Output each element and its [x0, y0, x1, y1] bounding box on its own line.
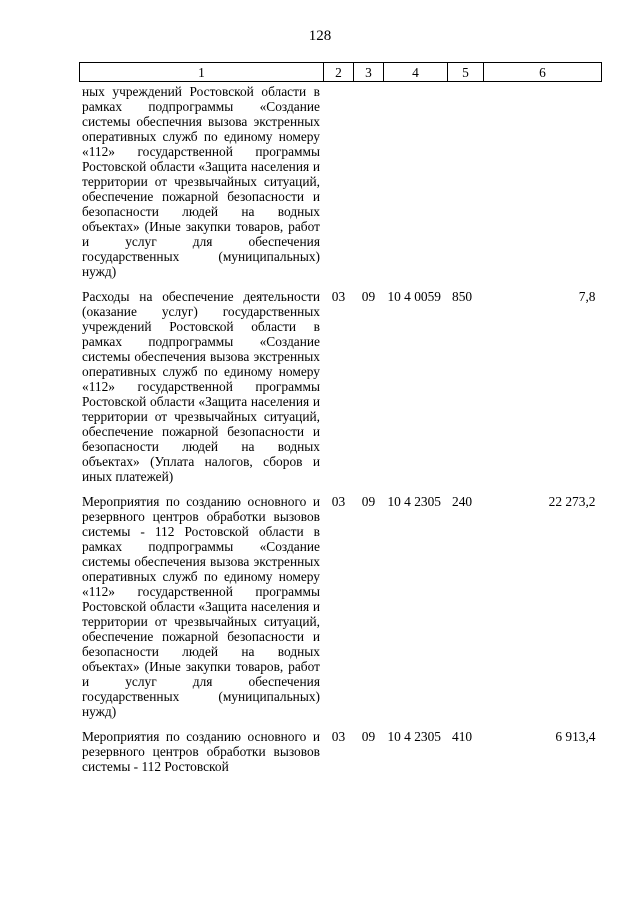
- table-row: [80, 488, 602, 723]
- table-row: [80, 283, 602, 488]
- row-description: Мероприятия по созданию основного и резервного центров обработки вызовов системы - 112 Ростовской: [82, 729, 320, 774]
- row-expense-type: [448, 82, 484, 284]
- table-row: [80, 723, 602, 778]
- row-expense-type: 240: [452, 494, 473, 509]
- row-target-code: 10 4 0059: [387, 289, 441, 304]
- header-col-1: 1: [80, 63, 324, 82]
- row-amount: [484, 82, 602, 284]
- row-section: 03: [331, 494, 346, 509]
- row-section: 03: [331, 729, 346, 744]
- row-subsection: 09: [361, 494, 376, 509]
- table-row: [80, 82, 602, 284]
- row-expense-type: 850: [452, 289, 473, 304]
- row-target-code: [384, 82, 448, 284]
- row-target-code: 10 4 2305: [387, 729, 441, 744]
- budget-table: [79, 62, 602, 778]
- row-subsection: 09: [361, 289, 376, 304]
- header-col-4: 4: [384, 63, 448, 82]
- row-expense-type: 410: [452, 729, 473, 744]
- header-row: [80, 63, 602, 82]
- row-section: 03: [331, 289, 346, 304]
- header-col-3: 3: [354, 63, 384, 82]
- header-col-5: 5: [448, 63, 484, 82]
- row-subsection: 09: [361, 729, 376, 744]
- row-amount: 7,8: [578, 289, 596, 304]
- row-section: [324, 82, 354, 284]
- row-target-code: 10 4 2305: [387, 494, 441, 509]
- row-amount: 6 913,4: [555, 729, 596, 744]
- row-description: Мероприятия по созданию основного и резервного центров обработки вызовов системы - 112 Ростовской области в рамках подпрограммы «Создание системы обеспечения вызова экстренных оперативных служб по единому номеру «112» государственной программы Ростовской области «Защита населения и территории от чрезвычайных ситуаций, обеспечение пожарной безопасности и безопасности людей на водных объектах» (Иные закупки товаров, работ и услуг для обеспечения государственных (муниципальных) нужд): [82, 494, 320, 719]
- header-col-2: 2: [324, 63, 354, 82]
- row-description: Расходы на обеспечение деятельности (оказание услуг) государственных учреждений Ростовской области в рамках подпрограммы «Создание системы обеспечения вызова экстренных оперативных служб по единому номеру «112» государственной программы Ростовской области «Защита населения и территории от чрезвычайных ситуаций, обеспечение пожарной безопасности и безопасности людей на водных объектах» (Уплата налогов, сборов и иных платежей): [82, 289, 320, 484]
- row-description: ных учреждений Ростовской области в рамках подпрограммы «Создание системы обеспечния вызова экстренных оперативных служб по единому номеру «112» государственной программы Ростовской области «Защита населения и территории от чрезвычайных ситуаций, обеспечение пожарной безопасности и безопасности людей на водных объектах» (Иные закупки товаров, работ и услуг для обеспечения государственных (муниципальных) нужд): [82, 84, 320, 279]
- row-subsection: [354, 82, 384, 284]
- row-amount: 22 273,2: [548, 494, 596, 509]
- header-col-6: 6: [484, 63, 602, 82]
- page-number: 128: [308, 28, 332, 44]
